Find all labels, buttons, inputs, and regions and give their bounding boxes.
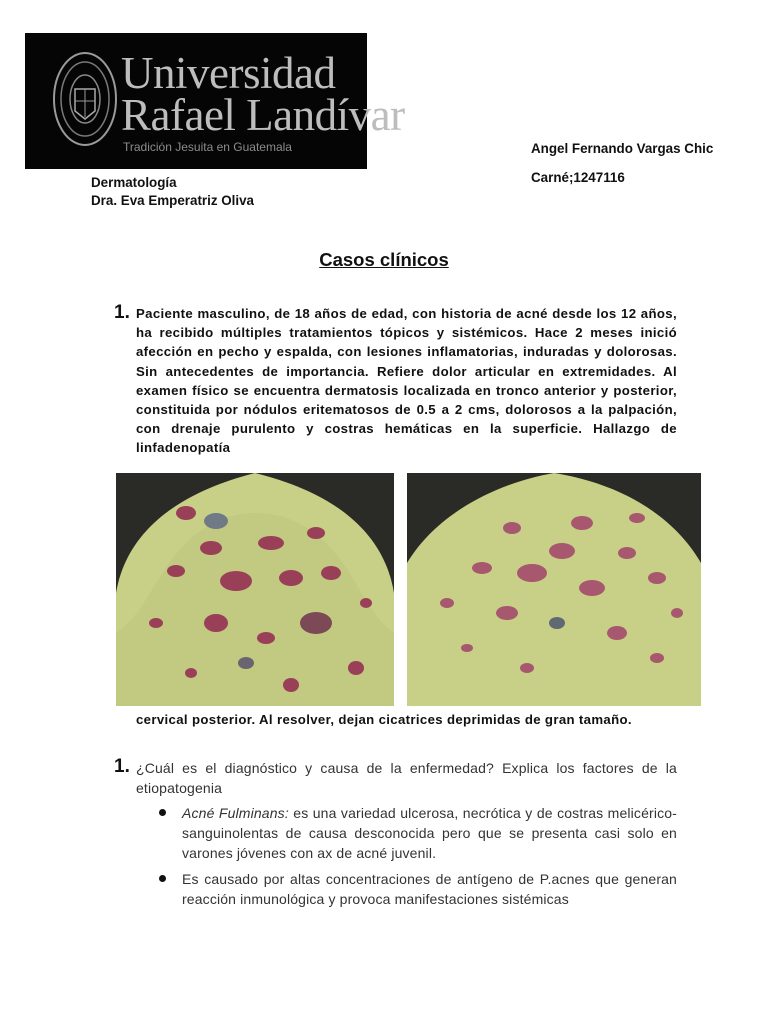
university-logo [25,33,405,169]
page-title: Casos clínicos [319,249,449,270]
teacher-name: Dra. Eva Emperatriz Oliva [91,193,254,208]
logo-line-2: Rafael Landívar [121,90,405,140]
bullet-icon [159,809,166,816]
case-text-continuation: cervical posterior. Al resolver, dejan cicatrices deprimidas de gran tamaño. [136,712,632,727]
diagnosis-term: Acné Fulminans: [182,805,289,821]
clinical-photo-chest [116,473,394,706]
question-text: ¿Cuál es el diagnóstico y causa de la enfermedad? Explica los factores de la etiopatogenia [136,760,677,796]
question-number: 1. [114,756,130,777]
course-name: Dermatología [91,175,177,190]
case-number: 1. [114,302,130,323]
answer-bullet-2 [182,869,677,909]
university-seal-icon [51,49,119,149]
case-text: Paciente masculino, de 18 años de edad, con historia de acné desde los 12 años, ha recibido múltiples tratamientos tópicos y sistémicos. Hace 2 meses inició afección en pecho y espalda, con lesiones inflamatorias, induradas y dolorosas. Sin antecedentes de importancia. Refiere dolor articular en extremidades. Al examen físico se encuentra dermatosis localizada en tronco anterior y posterior, constituida por nódulos eritematosos de 0.5 a 2 cms, dolorosos a la palpación, con drenaje purulento y costras hemáticas en la superficie. Hallazgo de linfadenopatía [136,306,677,456]
logo-line-1: Universidad [121,48,336,98]
student-name: Angel Fernando Vargas Chic [531,141,714,156]
student-id: Carné;1247116 [531,170,625,185]
answer-bullet-2-text: Es causado por altas concentraciones de antígeno de P.acnes que generan reacción inmunológica y provoca manifestaciones sistémicas [182,871,677,907]
bullet-icon [159,875,166,882]
answer-bullet-1-text: es una variedad ulcerosa, necrótica y de costras melicérico-sanguinolentas de causa desconocida pero que se presenta casi solo en varones jóvenes con ax de acné juvenil. [182,805,677,861]
clinical-photo-back [407,473,701,706]
logo-tagline: Tradición Jesuita en Guatemala [123,140,292,154]
answer-bullet-1 [182,803,677,863]
